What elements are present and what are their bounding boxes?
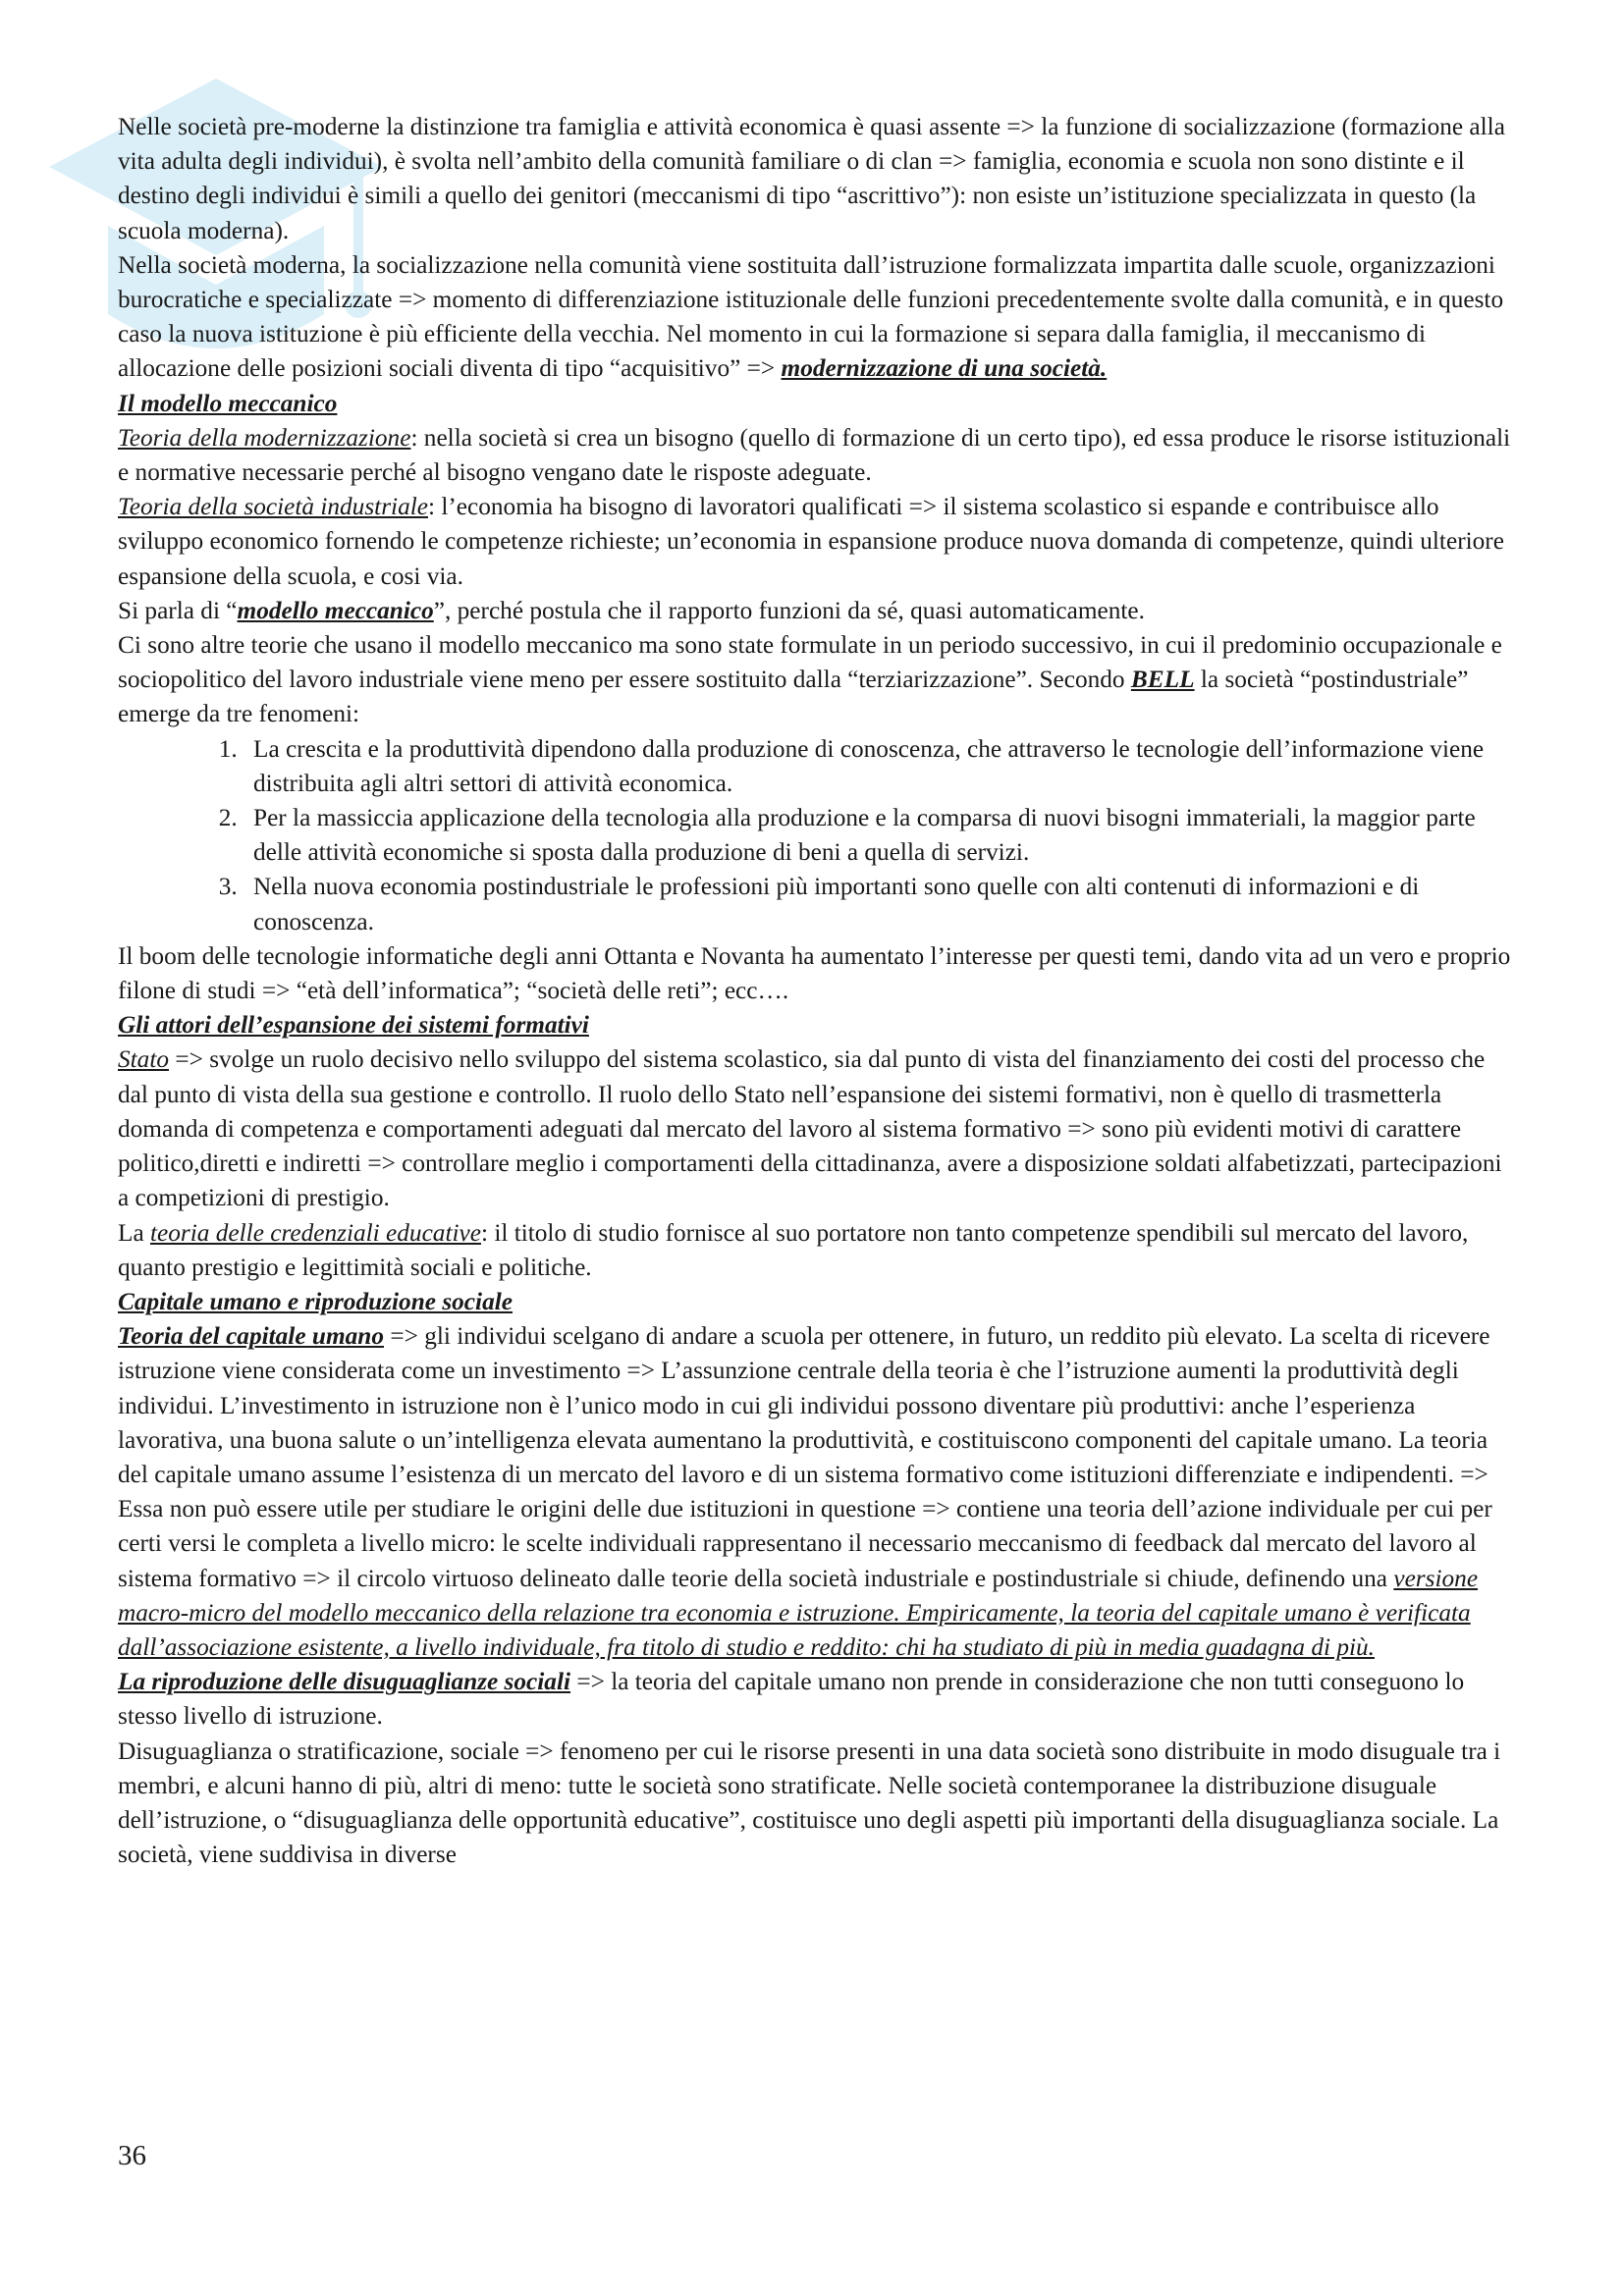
paragraph: Stato => svolge un ruolo decisivo nello sviluppo del sistema scolastico, sia dal punto di vista del finanziamento dei costi del processo che dal punto di vista della sua gestione e controllo. Il ruolo dello Stato nell’espansione dei sistemi formativi, non è quello di trasmetterla domanda di competenza e comportamenti adeguati dal mercato del lavoro al sistema formativo => sono più evidenti motivi di carattere politico,diretti e indiretti => controllare meglio i comportamenti della cittadinanza, avere a disposizione soldati alfabetizzati, partecipazioni a competizioni di prestigio.	[118, 1045, 1502, 1212]
page-number: 36	[118, 2140, 146, 2171]
list-item: 2. Per la massiccia applicazione della tecnologia alla produzione e la comparsa di nuovi bisogni immateriali, la maggior parte delle attività economiche si sposta dalla produzione di beni a quella di servizi.	[243, 801, 1512, 870]
term: Teoria della modernizzazione	[118, 423, 411, 452]
paragraph: Nelle società pre-moderne la distinzione tra famiglia e attività economica è quasi assente => la funzione di socializzazione (formazione alla vita adulta degli individui), è svolta nell’ambito della comunità familiare o di clan => famiglia, economia e scuola non sono distinte e il destino degli individui è simili a quello dei genitori (meccanismi di tipo “ascrittivo”): non esiste un’istituzione specializzata in questo (la scuola moderna).	[118, 113, 1505, 244]
list-item: 1. La crescita e la produttività dipendono dalla produzione di conoscenza, che attraverso le tecnologie dell’informazione viene distribuita agli altri settori di attività economica.	[243, 732, 1512, 801]
term: Teoria del capitale umano	[118, 1322, 385, 1351]
term: Stato	[118, 1045, 170, 1074]
paragraph: Ci sono altre teorie che usano il modello meccanico ma sono state formulate in un periodo successivo, in cui il predominio occupazionale e sociopolitico del lavoro industriale viene meno per essere sostituito dalla “terziarizzazione”. Secondo BELL la società “postindustriale” emerge da tre fenomeni:	[118, 631, 1502, 728]
document-page	[118, 110, 1512, 1872]
emphasis: versione macro-micro del modello meccanico della relazione tra economia e istruzione. Empiricamente, la teoria del capitale umano è verificata dall’associazione esistente, a livello individuale, fra titolo di studio e reddito: chi ha studiato di più in media guadagna di più.	[118, 1564, 1479, 1661]
section-heading: Gli attori dell’espansione dei sistemi formativi	[118, 1011, 589, 1040]
numbered-list	[118, 732, 1512, 939]
list-item: 3. Nella nuova economia postindustriale le professioni più importanti sono quelle con alti contenuti di informazioni e di conoscenza.	[243, 870, 1512, 938]
emphasis: modernizzazione di una società.	[781, 354, 1108, 383]
section-heading: Il modello meccanico	[118, 389, 338, 417]
paragraph: Disuguaglianza o stratificazione, sociale => fenomeno per cui le risorse presenti in una data società sono distribuite in modo disuguale tra i membri, e alcuni hanno di più, altri di meno: tutte le società sono stratificate. Nelle società contemporanee la distribuzione disuguale dell’istruzione, o “disuguaglianza delle opportunità educative”, costituisce uno degli aspetti più importanti della disuguaglianza sociale. La società, viene suddivisa in diverse	[118, 1736, 1501, 1869]
term: Teoria della società industriale	[118, 493, 428, 521]
paragraph: Teoria della modernizzazione: nella società si crea un bisogno (quello di formazione di un certo tipo), ed essa produce le risorse istituzionali e normative necessarie perché al bisogno vengano date le risposte adeguate.	[118, 423, 1511, 487]
section-heading: Capitale umano e riproduzione sociale	[118, 1287, 513, 1315]
paragraph: La teoria delle credenziali educative: il titolo di studio fornisce al suo portatore non tanto competenze spendibili sul mercato del lavoro, quanto prestigio e legittimità sociali e politiche.	[118, 1218, 1469, 1281]
paragraph: La riproduzione delle disuguaglianze sociali => la teoria del capitale umano non prende in considerazione che non tutti conseguono lo stesso livello di istruzione.	[118, 1668, 1465, 1731]
paragraph: Il boom delle tecnologie informatiche degli anni Ottanta e Novanta ha aumentato l’interesse per questi temi, dando vita ad un vero e proprio filone di studi => “età dell’informatica”; “società delle reti”; ecc….	[118, 941, 1511, 1005]
term: modello meccanico	[237, 596, 434, 624]
paragraph: Nella società moderna, la socializzazione nella comunità viene sostituita dall’istruzione formalizzata impartita dalle scuole, organizzazioni burocratiche e specializzate => momento di differenziazione istituzionale delle funzioni precedentemente svolte dalla comunità, e in questo caso la nuova istituzione è più efficiente della vecchia. Nel momento in cui la formazione si separa dalla famiglia, il meccanismo di allocazione delle posizioni sociali diventa di tipo “acquisitivo” => modernizzazione di una società.	[118, 250, 1504, 383]
term: BELL	[1130, 666, 1195, 694]
term: teoria delle credenziali educative	[150, 1218, 481, 1247]
term: La riproduzione delle disuguaglianze sociali	[118, 1668, 571, 1696]
paragraph: Teoria della società industriale: l’economia ha bisogno di lavoratori qualificati => il sistema scolastico si espande e contribuisce allo sviluppo economico fornendo le competenze richieste; un’economia in espansione produce nuova domanda di competenze, quindi ulteriore espansione della scuola, e cosi via.	[118, 493, 1504, 590]
paragraph: Si parla di “modello meccanico”, perché postula che il rapporto funzioni da sé, quasi automaticamente.	[118, 596, 1145, 624]
paragraph: Teoria del capitale umano => gli individui scelgano di andare a scuola per ottenere, in futuro, un reddito più elevato. La scelta di ricevere istruzione viene considerata come un investimento => L’assunzione centrale della teoria è che l’istruzione aumenti la produttività degli individui. L’investimento in istruzione non è l’unico modo in cui gli individui possono diventare più produttivi: anche l’esperienza lavorativa, una buona salute o un’intelligenza elevata aumentano la produttività, e costituiscono componenti del capitale umano. La teoria del capitale umano assume l’esistenza di un mercato del lavoro e di un sistema formativo come istituzioni differenziate e indipendenti. => Essa non può essere utile per studiare le origini delle due istituzioni in questione => contiene una teoria dell’azione individuale per cui per certi versi le completa a livello micro: le scelte individuali rappresentano il necessario meccanismo di feedback dal mercato del lavoro al sistema formativo => il circolo virtuoso delineato dalle teorie della società industriale e postindustriale si chiude, definendo una versione macro-micro del modello meccanico della relazione tra economia e istruzione. Empiricamente, la teoria del capitale umano è verificata dall’associazione esistente, a livello individuale, fra titolo di studio e reddito: chi ha studiato di più in media guadagna di più.	[118, 1322, 1492, 1661]
